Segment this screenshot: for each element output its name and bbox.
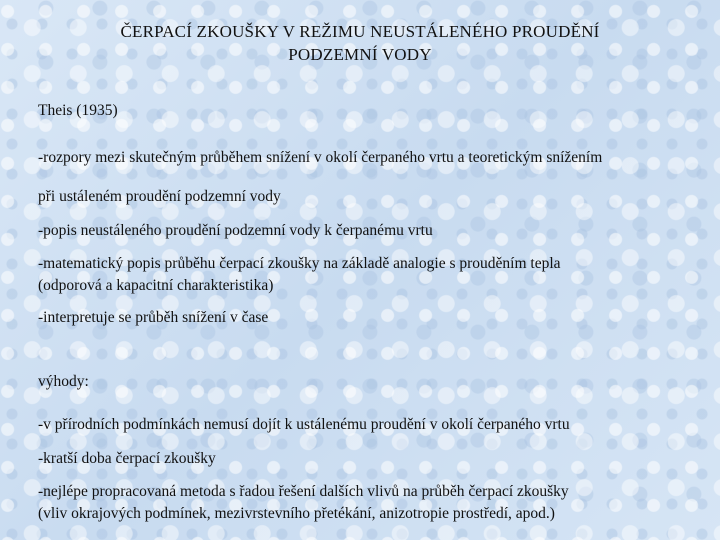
advantage-3-line-2: (vliv okrajových podmínek, mezivrstevního přetékání, anizotropie prostředí, apod.)	[38, 505, 555, 522]
advantage-1: -v přírodních podmínkách nemusí dojít k ustálenému proudění v okolí čerpaného vrtu	[38, 416, 570, 433]
point-3-line-2: (odporová a kapacitní charakteristika)	[38, 277, 274, 294]
heading-theis: Theis (1935)	[38, 102, 118, 119]
point-4: -interpretuje se průběh snížení v čase	[38, 309, 269, 326]
point-3-line-1: -matematický popis průběhu čerpací zkoušky na základě analogie s prouděním tepla	[38, 255, 561, 272]
slide-title	[0, 20, 720, 66]
title-line-2: PODZEMNÍ VODY	[288, 45, 432, 64]
advantage-2: -kratší doba čerpací zkoušky	[38, 450, 216, 467]
advantages-heading: výhody:	[38, 373, 89, 390]
point-1-line-2: při ustáleném proudění podzemní vody	[38, 188, 281, 205]
title-line-1: ČERPACÍ ZKOUŠKY V REŽIMU NEUSTÁLENÉHO PROUDĚNÍ	[120, 22, 600, 41]
advantage-3-line-1: -nejlépe propracovaná metoda s řadou řešení dalších vlivů na průběh čerpací zkoušky	[38, 483, 569, 500]
point-1-line-1: -rozpory mezi skutečným průběhem snížení v okolí čerpaného vrtu a teoretickým snížením	[38, 149, 603, 166]
point-2: -popis neustáleného proudění podzemní vody k čerpanému vrtu	[38, 222, 433, 239]
